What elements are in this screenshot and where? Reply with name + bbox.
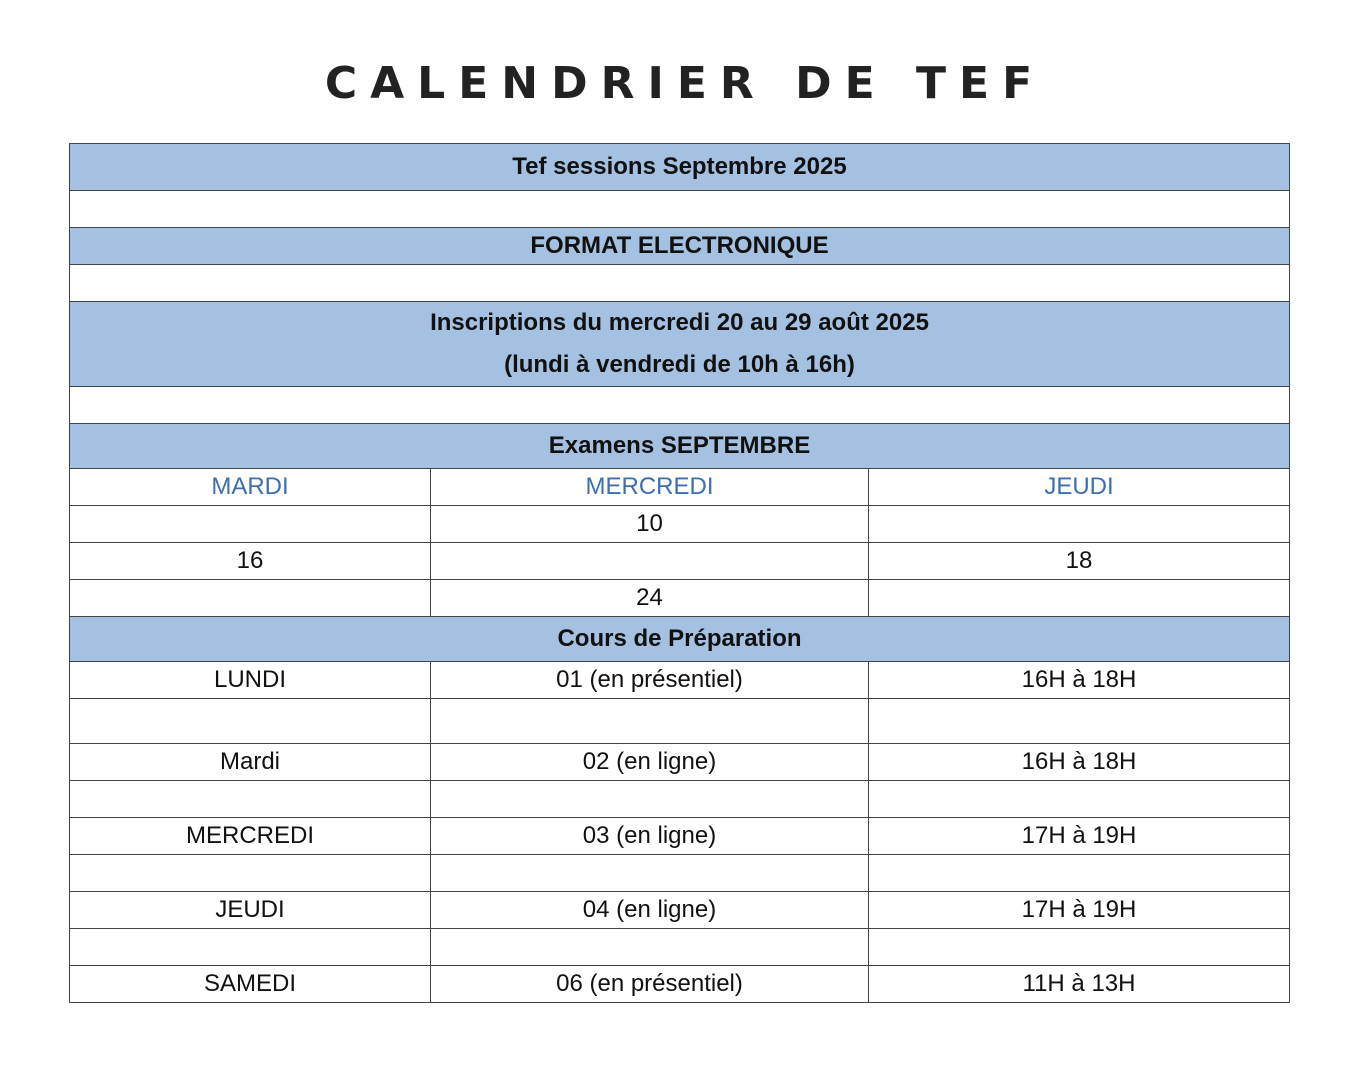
course-row — [70, 818, 1290, 855]
course-session: 04 (en ligne) — [431, 892, 869, 929]
course-row — [70, 744, 1290, 781]
course-session: 06 (en présentiel) — [431, 966, 869, 1003]
courses-heading: Cours de Préparation — [70, 617, 1290, 662]
exam-cell — [70, 506, 431, 543]
spacer-row — [70, 387, 1290, 424]
format-label: FORMAT ELECTRONIQUE — [70, 228, 1290, 265]
course-time: 17H à 19H — [869, 892, 1290, 929]
course-time: 17H à 19H — [869, 818, 1290, 855]
blank-row — [70, 781, 1290, 818]
column-header-mercredi: MERCREDI — [431, 469, 869, 506]
inscriptions-text — [70, 302, 1290, 387]
courses-heading-row — [70, 617, 1290, 662]
spacer-row — [70, 191, 1290, 228]
course-session: 02 (en ligne) — [431, 744, 869, 781]
course-time: 16H à 18H — [869, 662, 1290, 699]
course-session: 01 (en présentiel) — [431, 662, 869, 699]
course-time: 16H à 18H — [869, 744, 1290, 781]
course-row — [70, 662, 1290, 699]
spacer-row — [70, 265, 1290, 302]
exams-day-header-row — [70, 469, 1290, 506]
course-row — [70, 966, 1290, 1003]
exam-row — [70, 543, 1290, 580]
course-day: JEUDI — [70, 892, 431, 929]
exam-row — [70, 506, 1290, 543]
course-row — [70, 892, 1290, 929]
course-time: 11H à 13H — [869, 966, 1290, 1003]
exam-cell — [869, 506, 1290, 543]
course-day: SAMEDI — [70, 966, 431, 1003]
inscriptions-line-1: Inscriptions du mercredi 20 au 29 août 2025 — [430, 309, 929, 336]
exams-heading-row — [70, 424, 1290, 469]
page-title: CALENDRIER DE TEF — [324, 58, 1046, 109]
course-day: LUNDI — [70, 662, 431, 699]
exam-cell: 18 — [869, 543, 1290, 580]
format-row — [70, 228, 1290, 265]
calendar-table — [69, 143, 1290, 1003]
exams-heading: Examens SEPTEMBRE — [70, 424, 1290, 469]
course-day: Mardi — [70, 744, 431, 781]
exam-cell — [869, 580, 1290, 617]
course-session: 03 (en ligne) — [431, 818, 869, 855]
column-header-jeudi: JEUDI — [869, 469, 1290, 506]
exam-cell — [431, 543, 869, 580]
exam-cell: 24 — [431, 580, 869, 617]
inscriptions-line-2: (lundi à vendredi de 10h à 16h) — [504, 351, 855, 378]
inscriptions-row — [70, 302, 1290, 387]
session-title-row — [70, 144, 1290, 191]
exam-cell — [70, 580, 431, 617]
exam-cell: 10 — [431, 506, 869, 543]
session-title: Tef sessions Septembre 2025 — [70, 144, 1290, 191]
column-header-mardi: MARDI — [70, 469, 431, 506]
exam-cell: 16 — [70, 543, 431, 580]
exam-row — [70, 580, 1290, 617]
blank-row — [70, 929, 1290, 966]
course-day: MERCREDI — [70, 818, 431, 855]
blank-row — [70, 699, 1290, 744]
blank-row — [70, 855, 1290, 892]
